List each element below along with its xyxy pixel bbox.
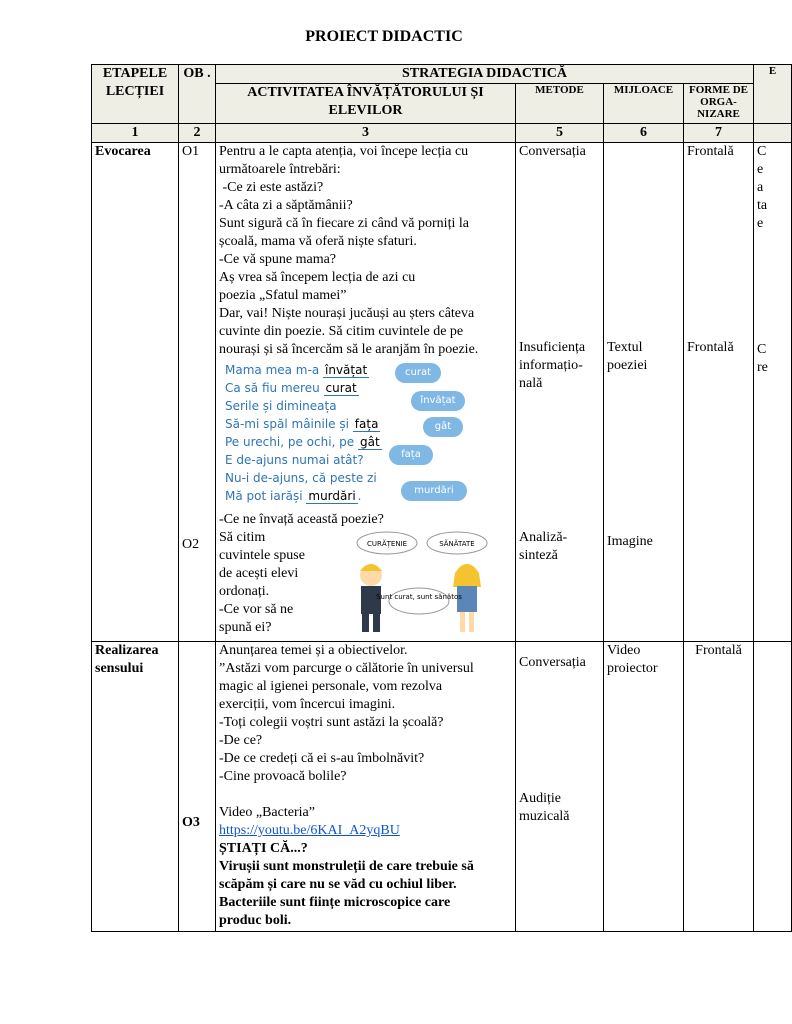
evaluation-cell [754,143,792,642]
means-cell [604,143,684,642]
activity-line: exerciții, vom încercui imagini. [219,697,396,712]
thought-left-label: CURĂȚENIE [366,540,408,548]
means-cell [604,642,684,932]
lesson-plan-table [91,64,792,932]
eval-fragment: e [757,162,764,177]
eval-fragment: e [757,216,764,231]
document-title: PROIECT DIDACTIC [305,28,463,45]
poem-line: Mama mea m-a învățat [225,363,368,377]
poem-line: Pe urechi, pe ochi, pe gât [225,435,380,449]
word-cloud: fața [389,445,433,465]
method-item: Conversația [519,655,586,670]
activity-line: -A câta zi a săptămânii? [219,198,353,213]
objective-label: O1 [182,144,200,159]
objective-label: O3 [182,815,200,830]
activity-line: -De ce credeți că ei s-au îmbolnăvit? [219,751,425,766]
activity-line: -De ce? [219,733,263,748]
form-item: Frontală [695,643,742,658]
methods-cell [516,642,604,932]
header-stages: ETAPELE LECȚIEI [92,65,179,124]
col-number: 1 [92,124,179,143]
activity-line: -Ce ne învață această poezie? [219,512,384,527]
activity-line: nourași și să încercăm să le aranjăm în poezie. [219,342,479,357]
did-you-know-heading: ȘTIAȚI CĂ...? [219,841,308,856]
means-item: Textul poeziei [607,340,648,373]
thought-right-label: SĂNĂTATE [439,540,475,548]
stage-name: Evocarea [92,143,179,642]
activity-line: -Ce vă spune mama? [219,252,337,267]
means-item: Imagine [607,534,653,549]
activity-line: Aș vrea să începem lecția de azi cu [219,270,416,285]
form-item: Frontală [687,340,734,355]
poem-line: Serile și dimineața [225,399,337,413]
form-item: Frontală [687,144,734,159]
activity-line: spună ei? [219,620,272,635]
forms-cell [684,143,754,642]
method-item: Insuficiența informațio-nală [519,340,586,391]
activity-line: cuvinte din poezie. Să citim cuvintele de pe [219,324,464,339]
header-ob: OB . [179,65,216,124]
col-number: 5 [516,124,604,143]
header-forms: FORME DE ORGA-NIZARE [684,84,754,124]
header-row-top [92,65,792,84]
forms-cell [684,642,754,932]
activity-line: magic al igienei personale, vom rezolva [219,679,443,694]
means-item: Video proiector [607,643,658,676]
activity-line: Dar, vai! Niște nourași jucăuși au șters câteva [219,306,475,321]
header-activity: ACTIVITATEA ÎNVĂȚĂTORULUI ȘI ELEVILOR [216,84,516,124]
method-item: Conversația [519,144,586,159]
poem-line: Ca să fiu mereu curat [225,381,357,395]
activity-line: următoarele întrebări: [219,162,341,177]
stage-name: Realizarea sensului [92,642,179,932]
column-number-row [92,124,792,143]
activity-cell [216,642,516,932]
method-item: Audiție muzicală [519,791,570,824]
activity-line: școală, mama vă oferă niște sfaturi. [219,234,417,249]
header-evaluation: E [754,65,792,124]
poem-image [219,361,512,511]
header-strategy: STRATEGIA DIDACTICĂ [216,65,754,84]
activity-line: Sunt sigură că în fiecare zi când vă porniți la [219,216,469,231]
kids-image-block [219,529,512,641]
activity-line: ordonați. [219,584,270,599]
activity-line: de acești elevi [219,566,299,581]
video-title: Video „Bacteria” [219,805,315,820]
eval-fragment: re [757,360,768,375]
objective-cell [179,143,216,642]
stage-row-realizarea [92,642,792,932]
methods-cell [516,143,604,642]
activity-line: Să citim [219,530,266,545]
col-number: 6 [604,124,684,143]
activity-cell [216,143,516,642]
fact-line: Virușii sunt monstruleții de care trebuie să [219,859,474,874]
col-number [754,124,792,143]
poem-line: E de-ajuns numai atât? [225,453,364,467]
activity-line: -Toți colegii voștri sunt astăzi la școală? [219,715,444,730]
poem-line: Mă pot iarăși murdări . [225,489,362,503]
speech-text: Sunt curat, sunt sănătos [376,593,462,601]
eval-fragment: C [757,342,767,357]
activity-line: poezia „Sfatul mamei” [219,288,347,303]
fact-line: Bacteriile sunt ființe microscopice care [219,895,451,910]
activity-line: ”Astăzi vom parcurge o călătorie în universul [219,661,474,676]
activity-line: -Ce zi este astăzi? [219,180,324,195]
header-methods: METODE [516,84,604,124]
word-cloud: învățat [411,391,465,411]
word-cloud: murdări [401,481,467,501]
eval-fragment: C [757,144,767,159]
fact-line: scăpăm și care nu se văd cu ochiul liber. [219,877,457,892]
col-number: 3 [216,124,516,143]
objective-label: O2 [182,537,200,552]
word-cloud: gât [423,417,463,437]
eval-fragment: ta [757,198,768,213]
poem-line: Să-mi spăl mâinile și fața [225,417,379,431]
activity-line: -Ce vor să ne [219,602,294,617]
word-cloud: curat [395,363,441,383]
activity-line: -Cine provoacă bolile? [219,769,347,784]
evaluation-cell [754,642,792,932]
fact-line: produc boli. [219,913,292,928]
stage-row-evocarea [92,143,792,642]
activity-line: Pentru a le capta atenția, voi începe lecția cu [219,144,469,159]
col-number: 7 [684,124,754,143]
eval-fragment: a [757,180,764,195]
poem-line: Nu-i de-ajuns, că peste zi [225,471,377,485]
activity-line: Anunțarea temei și a obiectivelor. [219,643,408,658]
col-number: 2 [179,124,216,143]
activity-line: cuvintele spuse [219,548,305,563]
header-means: MIJLOACE [604,84,684,124]
objective-cell [179,642,216,932]
video-link[interactable]: https://youtu.be/6KAI_A2yqBU [219,823,400,838]
method-item: Analiză-sinteză [519,530,568,563]
kids-illustration [349,531,499,637]
